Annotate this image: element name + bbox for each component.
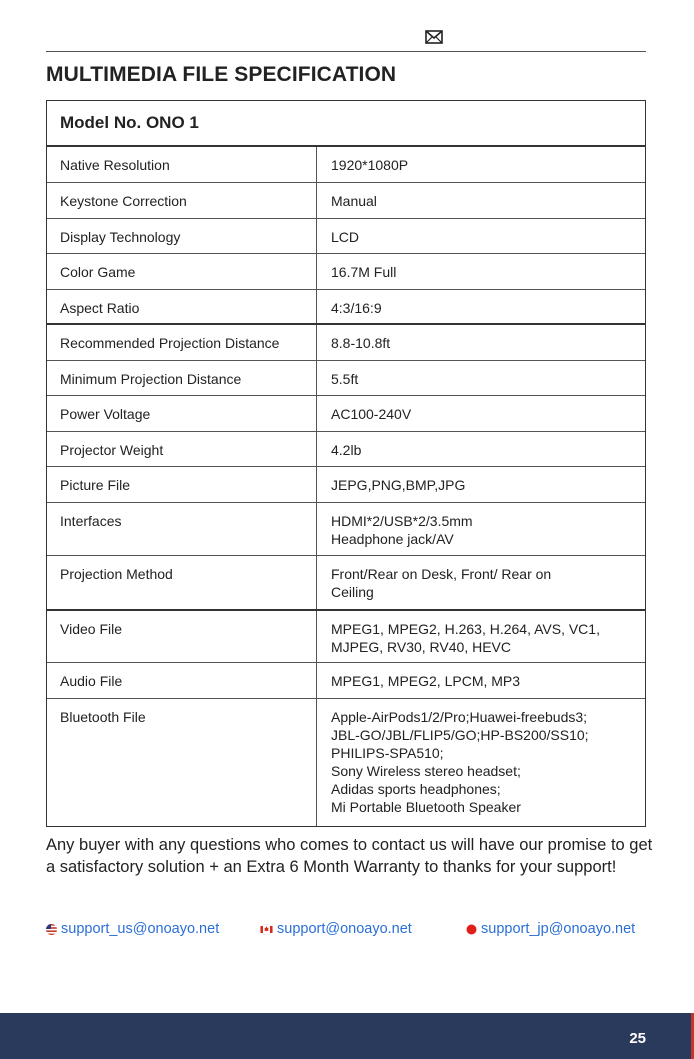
spec-row bbox=[47, 396, 645, 432]
spec-row bbox=[47, 611, 645, 663]
spec-value bbox=[317, 467, 645, 502]
spec-value bbox=[317, 325, 645, 360]
page-title: MULTIMEDIA FILE SPECIFICATION bbox=[46, 63, 397, 86]
spec-value-line: Headphone jack/AV bbox=[331, 531, 454, 547]
spec-row bbox=[47, 503, 645, 556]
spec-label: Minimum Projection Distance bbox=[47, 361, 317, 395]
spec-label: Keystone Correction bbox=[47, 183, 317, 218]
spec-value bbox=[317, 396, 645, 431]
spec-row bbox=[47, 699, 645, 826]
spec-value bbox=[317, 556, 645, 609]
spec-value-line: 4.2lb bbox=[331, 442, 362, 458]
spec-label: Projection Method bbox=[47, 556, 317, 609]
spec-value-line: AC100-240V bbox=[331, 406, 412, 422]
spec-value-line: Mi Portable Bluetooth Speaker bbox=[331, 799, 521, 815]
spec-value bbox=[317, 503, 645, 555]
spec-row bbox=[47, 290, 645, 325]
spec-value-line: MPEG1, MPEG2, LPCM, MP3 bbox=[331, 673, 521, 689]
spec-row bbox=[47, 183, 645, 219]
spec-value-line: LCD bbox=[331, 229, 360, 245]
spec-label: Recommended Projection Distance bbox=[47, 325, 317, 360]
model-number: Model No. ONO 1 bbox=[47, 101, 645, 147]
us-flag-icon bbox=[46, 924, 57, 935]
spec-row bbox=[47, 361, 645, 396]
spec-value-line: JBL-GO/JBL/FLIP5/GO;HP-BS200/SS10; bbox=[331, 727, 589, 743]
spec-row bbox=[47, 147, 645, 183]
canada-flag-icon bbox=[260, 924, 273, 935]
spec-label: Display Technology bbox=[47, 219, 317, 253]
spec-value-line: MJPEG, RV30, RV40, HEVC bbox=[331, 639, 511, 655]
spec-value bbox=[317, 183, 645, 218]
spec-value-line: PHILIPS-SPA510; bbox=[331, 745, 444, 761]
spec-row bbox=[47, 432, 645, 467]
spec-row bbox=[47, 663, 645, 699]
spec-value bbox=[317, 254, 645, 289]
spec-value-line: MPEG1, MPEG2, H.263, H.264, AVS, VC1, bbox=[331, 621, 600, 637]
spec-value bbox=[317, 290, 645, 323]
spec-row bbox=[47, 556, 645, 611]
promise-text: Any buyer with any questions who comes to contact us will have our promise to get a satisfactory solution + an Extra 6 Month Warranty to thanks for your support! bbox=[46, 836, 653, 876]
header-divider bbox=[46, 51, 646, 52]
contact-jp bbox=[466, 921, 635, 937]
footer-bar bbox=[0, 1013, 694, 1059]
spec-value-line: Ceiling bbox=[331, 584, 374, 600]
spec-value-line: JEPG,PNG,BMP,JPG bbox=[331, 477, 466, 493]
spec-table bbox=[46, 100, 646, 827]
spec-label: Native Resolution bbox=[47, 147, 317, 182]
spec-value-line: 1920*1080P bbox=[331, 157, 409, 173]
spec-label: Color Game bbox=[47, 254, 317, 289]
spec-value-line: 5.5ft bbox=[331, 371, 359, 387]
contact-ca bbox=[260, 921, 412, 937]
spec-value-line: 8.8-10.8ft bbox=[331, 335, 391, 351]
page-number: 25 bbox=[629, 1030, 646, 1047]
spec-value bbox=[317, 361, 645, 395]
spec-value-line: Sony Wireless stereo headset; bbox=[331, 763, 521, 779]
spec-rows bbox=[47, 147, 645, 826]
spec-value-line: Adidas sports headphones; bbox=[331, 781, 501, 797]
mail-icon bbox=[425, 30, 443, 44]
email-link-us[interactable]: support_us@onoayo.net bbox=[61, 921, 220, 937]
spec-value bbox=[317, 219, 645, 253]
spec-label: Power Voltage bbox=[47, 396, 317, 431]
spec-row bbox=[47, 467, 645, 503]
spec-label: Audio File bbox=[47, 663, 317, 698]
spec-value bbox=[317, 611, 645, 662]
spec-label: Video File bbox=[47, 611, 317, 662]
spec-value-line: HDMI*2/USB*2/3.5mm bbox=[331, 513, 473, 529]
spec-value-line: Manual bbox=[331, 193, 377, 209]
spec-value bbox=[317, 663, 645, 698]
spec-value bbox=[317, 147, 645, 182]
spec-value-line: Apple-AirPods1/2/Pro;Huawei-freebuds3; bbox=[331, 709, 588, 725]
spec-label: Aspect Ratio bbox=[47, 290, 317, 323]
spec-label: Projector Weight bbox=[47, 432, 317, 466]
spec-row bbox=[47, 254, 645, 290]
spec-label: Bluetooth File bbox=[47, 699, 317, 826]
spec-value-line: Front/Rear on Desk, Front/ Rear on bbox=[331, 566, 552, 582]
spec-label: Interfaces bbox=[47, 503, 317, 555]
spec-value-line: 16.7M Full bbox=[331, 264, 397, 280]
contact-us bbox=[46, 921, 219, 937]
spec-value bbox=[317, 699, 645, 826]
contact-row bbox=[0, 921, 694, 941]
japan-flag-icon bbox=[466, 924, 477, 935]
spec-value-line: 4:3/16:9 bbox=[331, 300, 382, 316]
spec-row bbox=[47, 325, 645, 361]
spec-label: Picture File bbox=[47, 467, 317, 502]
spec-row bbox=[47, 219, 645, 254]
spec-value bbox=[317, 432, 645, 466]
email-link-ca[interactable]: support@onoayo.net bbox=[277, 921, 412, 937]
email-link-jp[interactable]: support_jp@onoayo.net bbox=[481, 921, 636, 937]
